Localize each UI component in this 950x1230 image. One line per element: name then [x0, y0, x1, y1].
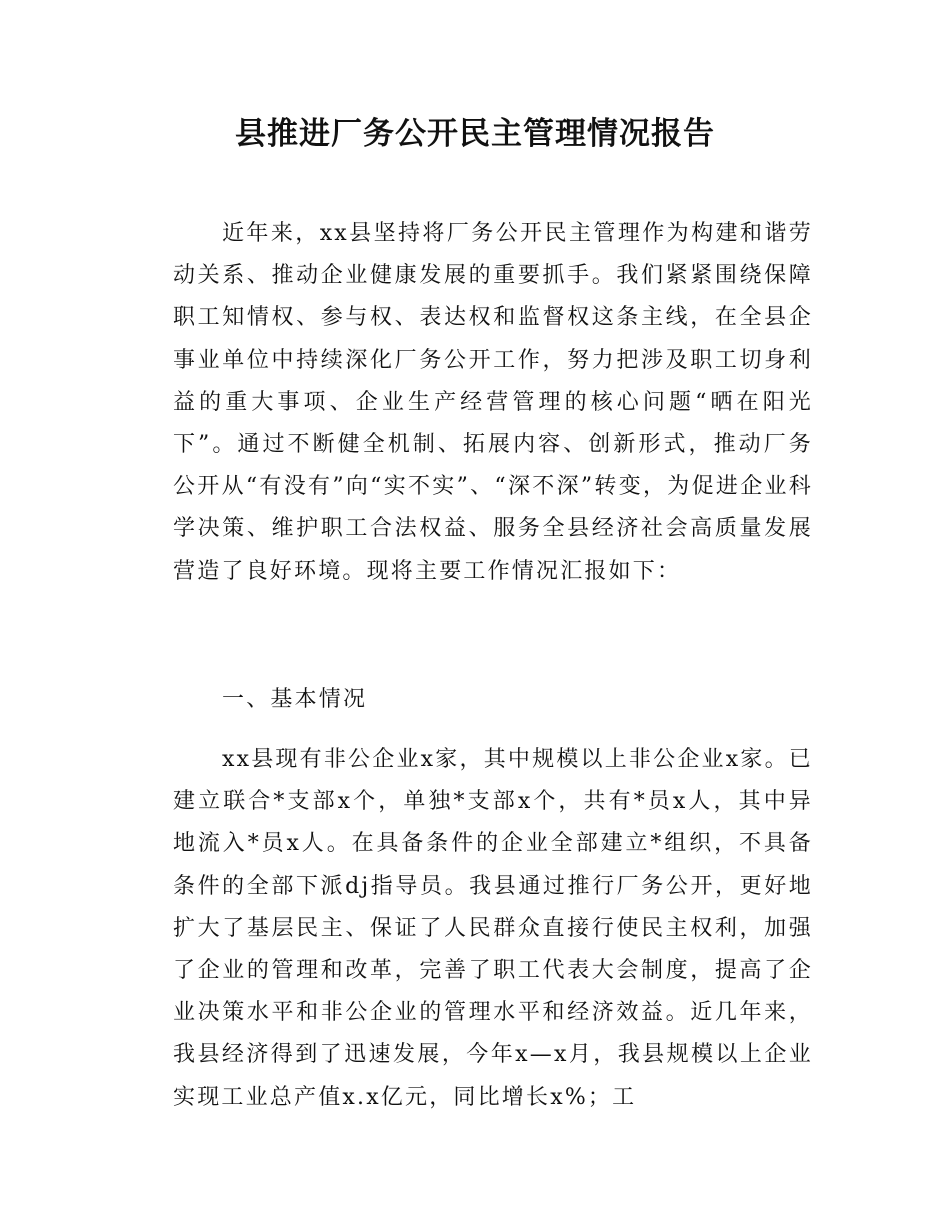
- document-title: 县推进厂务公开民主管理情况报告: [235, 116, 715, 152]
- intro-paragraph: 近年来，xx县坚持将厂务公开民主管理作为构建和谐劳动关系、推动企业健康发展的重要抓手。我们紧紧围绕保障职工知情权、参与权、表达权和监督权这条主线，在全县企事业单位中持续深化厂务公开工作，努力把涉及职工切身利益的重大事项、企业生产经营管理的核心问题“晒在阳光下”。通过不断健全机制、拓展内容、创新形式，推动厂务公开从“有没有”向“实不实”、“深不深”转变，为促进企业科学决策、维护职工合法权益、服务全县经济社会高质量发展营造了良好环境。现将主要工作情况汇报如下：: [173, 221, 813, 584]
- basic-situation-paragraph: xx县现有非公企业x家，其中规模以上非公企业x家。已建立联合*支部x个，单独*支部x个，共有*员x人，其中异地流入*员x人。在具备条件的企业全部建立*组织，不具备条件的全部下派dj指导员。我县通过推行厂务公开，更好地扩大了基层民主、保证了人民群众直接行使民主权利，加强了企业的管理和改革，完善了职工代表大会制度，提高了企业决策水平和非公企业的管理水平和经济效益。近几年来，我县经济得到了迅速发展，今年x—x月，我县规模以上企业实现工业总产值x.x亿元，同比增长x%；工: [173, 747, 813, 1110]
- section-heading-basic-situation: 一、基本情况: [222, 687, 368, 712]
